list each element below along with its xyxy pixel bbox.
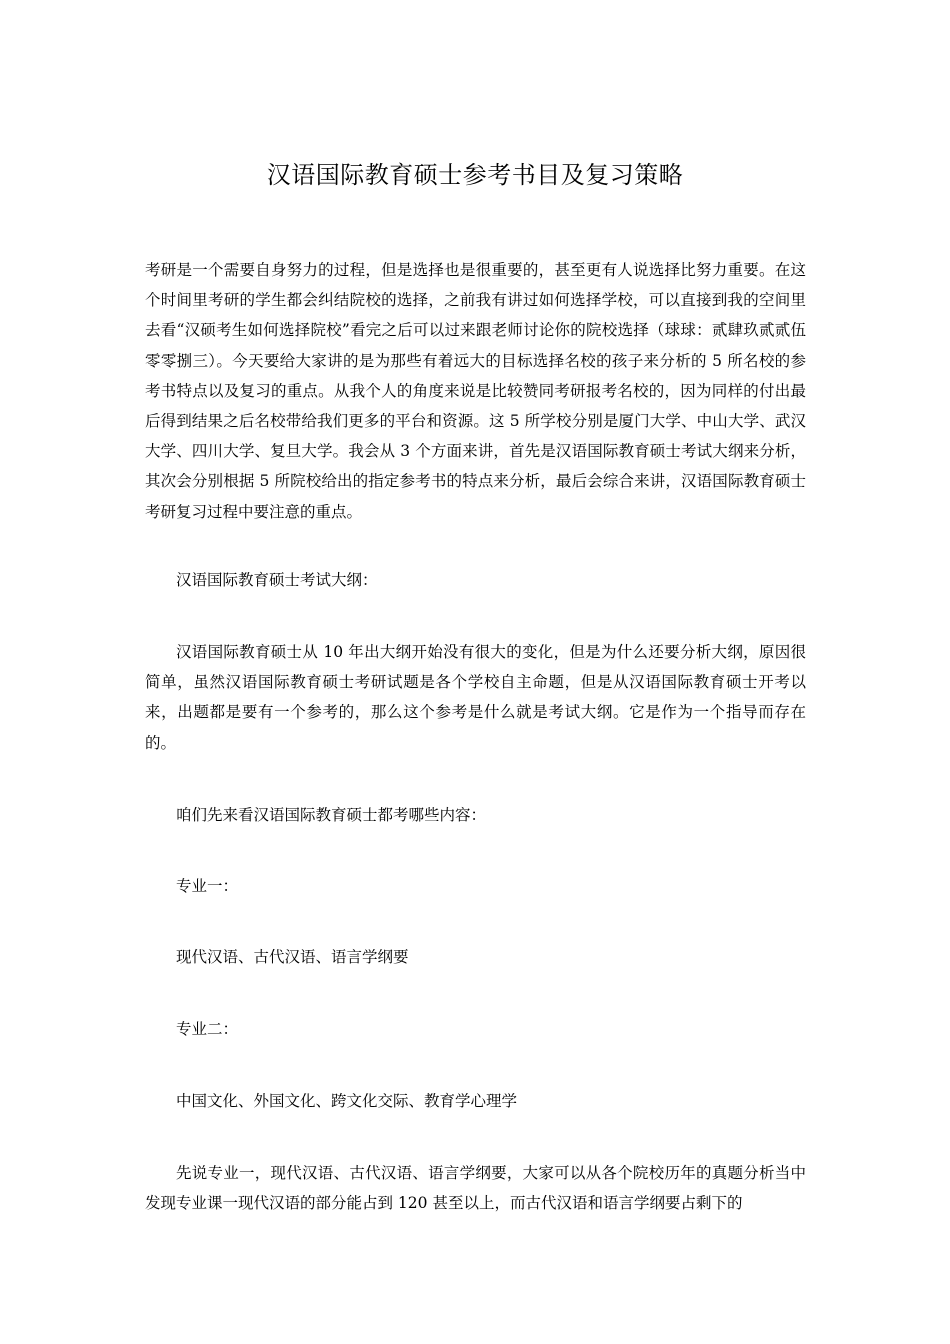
intro-paragraph: 考研是一个需要自身努力的过程，但是选择也是很重要的，甚至更有人说选择比努力重要。在这个时间里考研的学生都会纠结院校的选择，之前我有讲过如何选择学校，可以直接到我的空间里去看“汉硕考生如何选择院校”看完之后可以过来跟老师讨论你的院校选择（球球：贰肆玖贰贰伍零零捌三）。今天要给大家讲的是为那些有着远大的目标选择名校的孩子来分析的 5 所名校的参考书特点以及复习的重点。从我个人的角度来说是比较赞同考研报考名校的，因为同样的付出最后得到结果之后名校带给我们更多的平台和资源。这 5 所学校分别是厦门大学、中山大学、武汉大学、四川大学、复旦大学。我会从 3 个方面来讲，首先是汉语国际教育硕士考试大纲来分析，其次会分别根据 5 所院校给出的指定参考书的特点来分析，最后会综合来讲，汉语国际教育硕士考研复习过程中要注意的重点。 [145, 261, 806, 521]
outline-heading: 汉语国际教育硕士考试大纲： [176, 571, 378, 589]
major-one-label: 专业一： [176, 877, 239, 895]
page-title: 汉语国际教育硕士参考书目及复习策略 [266, 161, 684, 189]
major-two-label: 专业二： [176, 1020, 239, 1038]
major-one-content: 现代汉语、古代汉语、语言学纲要 [176, 948, 409, 966]
major-two-content: 中国文化、外国文化、跨文化交际、教育学心理学 [176, 1092, 518, 1110]
outline-paragraph: 汉语国际教育硕士从 10 年出大纲开始没有很大的变化，但是为什么还要分析大纲，原因很简单，虽然汉语国际教育硕士考研试题是各个学校自主命题，但是从汉语国际教育硕士开考以来，出题都是要有一个参考的，那么这个参考是什么就是考试大纲。它是作为一个指导而存在的。 [145, 643, 806, 752]
content-heading: 咱们先来看汉语国际教育硕士都考哪些内容： [176, 806, 487, 824]
analysis-paragraph: 先说专业一，现代汉语、古代汉语、语言学纲要，大家可以从各个院校历年的真题分析当中发现专业课一现代汉语的部分能占到 120 甚至以上，而古代汉语和语言学纲要占剩下的 [145, 1164, 806, 1213]
